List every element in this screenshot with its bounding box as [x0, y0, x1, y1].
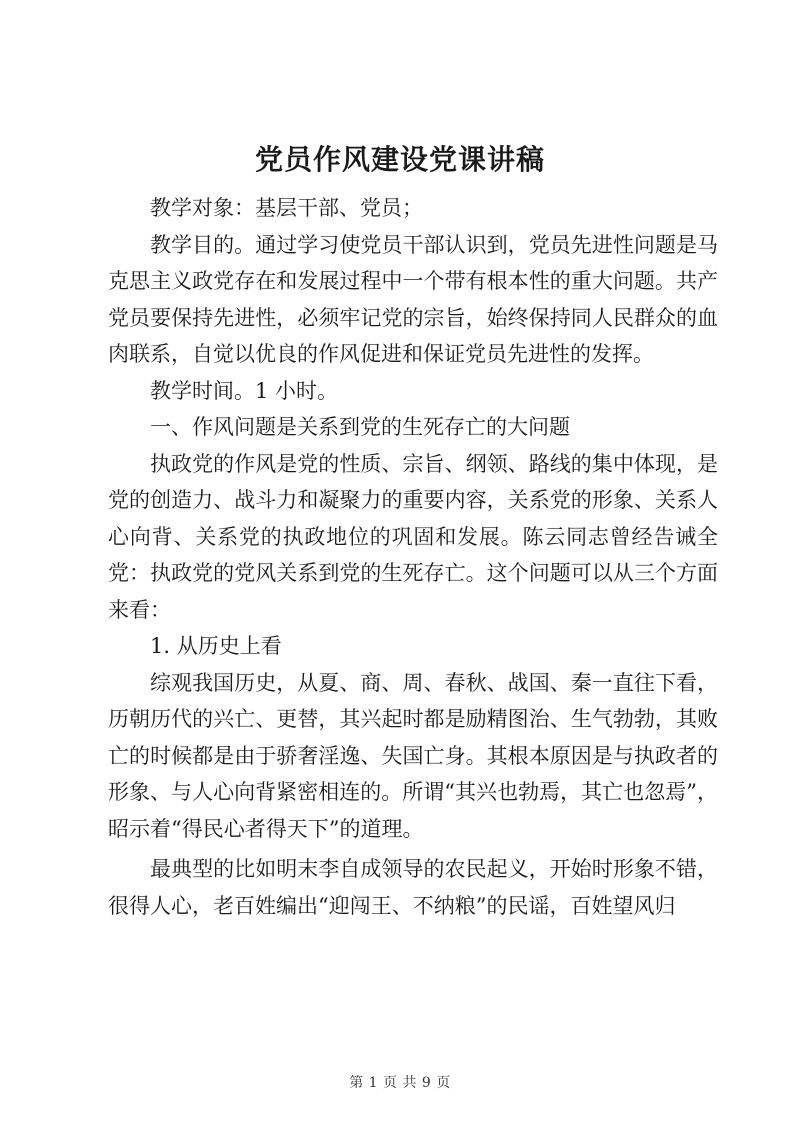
paragraph-example: 最典型的比如明末李自成领导的农民起义，开始时形象不错，很得人心，老百姓编出“迎闯王、不纳粮”的民谣，百姓望风归 — [108, 857, 718, 918]
section-heading-1: 一、作风问题是关系到党的生死存亡的大问题 — [150, 415, 570, 439]
subheading-history: 1. 从历史上看 — [150, 634, 282, 658]
document-title: 党员作风建设党课讲稿 — [254, 143, 545, 176]
page-footer: 第 1 页 共 9 页 — [349, 1075, 451, 1091]
paragraph-teaching-target: 教学对象：基层干部、党员； — [150, 196, 423, 220]
paragraph-teaching-purpose: 教学目的。通过学习使党员干部认识到，党员先进性问题是马克思主义政党存在和发展过程中一个带有根本性的重大问题。共产党员要保持先进性，必须牢记党的宗旨，始终保持同人民群众的血肉联系，自觉以优良的作风促进和保证党员先进性的发挥。 — [108, 232, 718, 366]
paragraph-teaching-time: 教学时间。1 小时。 — [150, 378, 339, 403]
document-body — [108, 190, 718, 924]
paragraph-history: 综观我国历史，从夏、商、周、春秋、战国、秦一直往下看，历朝历代的兴亡、更替，其兴起时都是励精图治、生气勃勃，其败亡的时候都是由于骄奢淫逸、失国亡身。其根本原因是与执政者的形象、与人心向背紧密相连的。所谓“其兴也勃焉，其亡也忽焉”，昭示着“得民心者得天下”的道理。 — [108, 670, 718, 841]
paragraph-party-style: 执政党的作风是党的性质、宗旨、纲领、路线的集中体现，是党的创造力、战斗力和凝聚力的重要内容，关系党的形象、关系人心向背、关系党的执政地位的巩固和发展。陈云同志曾经告诫全党：执政党的党风关系到党的生死存亡。这个问题可以从三个方面来看： — [108, 451, 718, 622]
